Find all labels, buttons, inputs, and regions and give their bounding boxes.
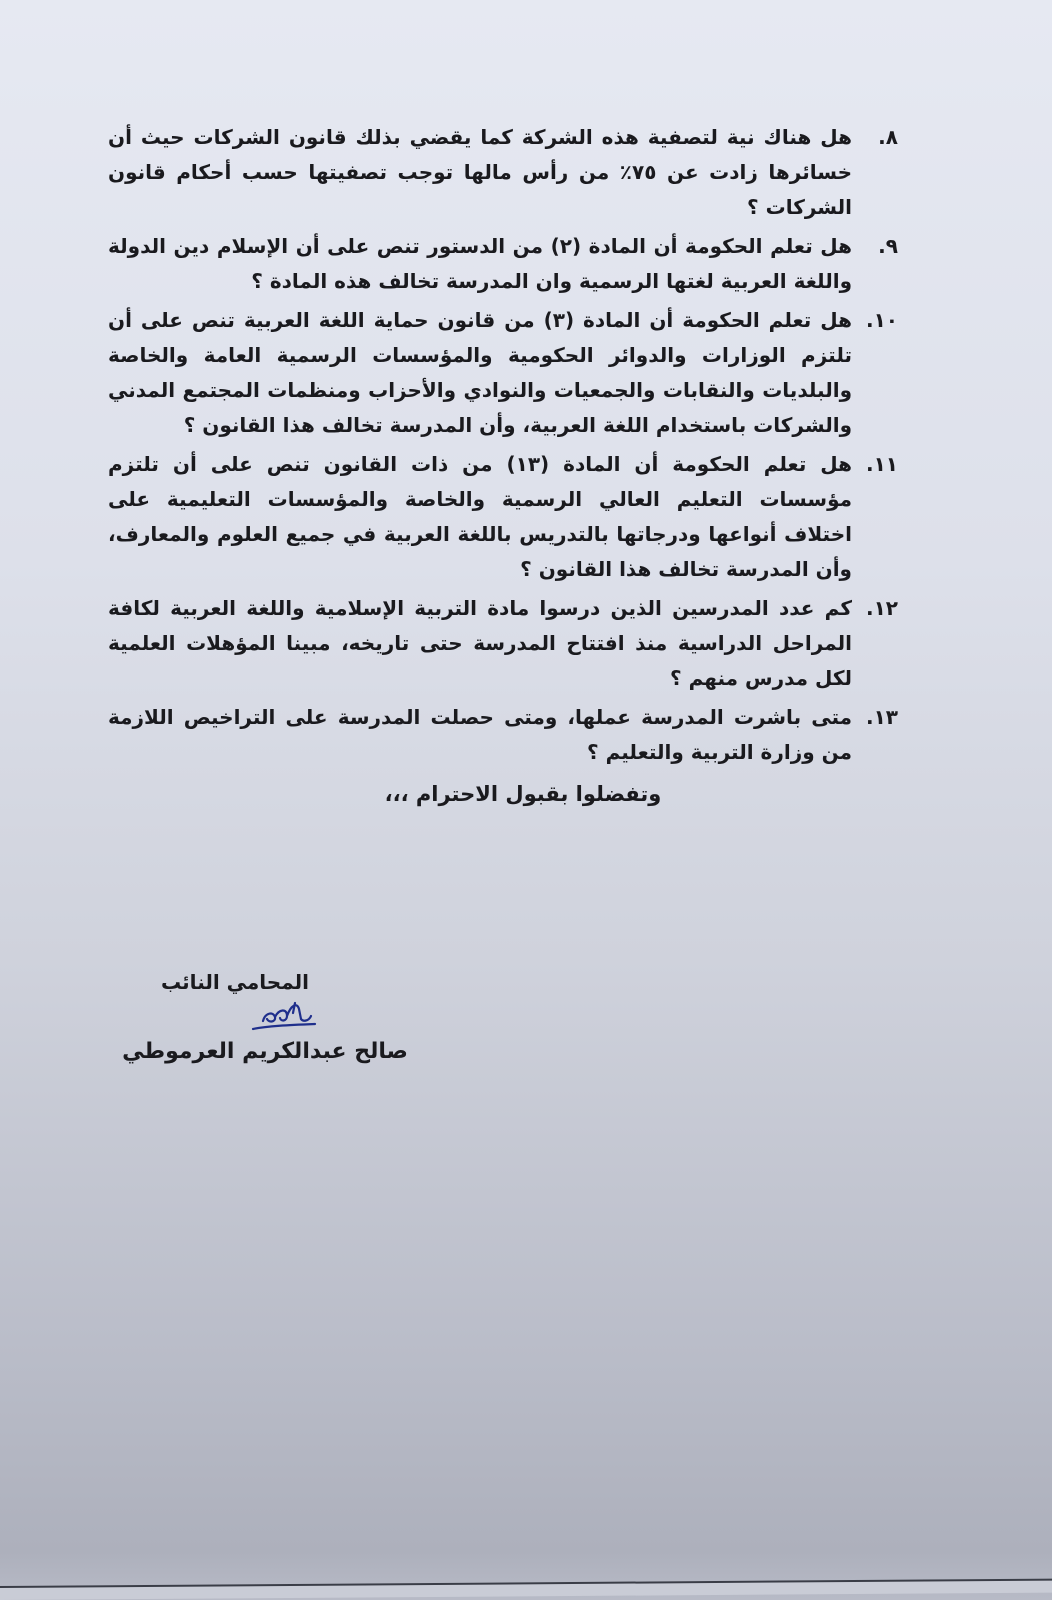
item-text: هل تعلم الحكومة أن المادة (٣) من قانون حماية اللغة العربية تنص على أن تلتزم الوزارات والدوائر الحكومية والمؤسسات الرسمية العامة والخاصة والبلديات والنقابات والجمعيات والنوادي والأحزاب ومنظمات المجتمع المدني والشركات باستخدام اللغة العربية، وأن المدرسة تخالف هذا القانون ؟ bbox=[108, 308, 852, 437]
item-number: ٩. bbox=[878, 234, 898, 258]
item-number: ١١. bbox=[865, 452, 898, 476]
item-text: هل تعلم الحكومة أن المادة (١٣) من ذات القانون تنص على أن تلتزم مؤسسات التعليم العالي الرسمية والخاصة والمؤسسات التعليمية على اختلاف أنواعها ودرجاتها بالتدريس باللغة العربية في جميع العلوم والمعارف، وأن المدرسة تخالف هذا القانون ؟ bbox=[108, 452, 853, 581]
question-item-11 bbox=[108, 447, 898, 587]
item-text: متى باشرت المدرسة عملها، ومتى حصلت المدرسة على التراخيص اللازمة من وزارة التربية والتعليم ؟ bbox=[108, 705, 852, 764]
handwritten-signature-icon bbox=[110, 999, 420, 1035]
question-item-12 bbox=[108, 591, 898, 696]
item-text: كم عدد المدرسين الذين درسوا مادة التربية الإسلامية واللغة العربية لكافة المراحل الدراسية منذ افتتاح المدرسة حتى تاريخه، مبينا المؤهلات العلمية لكل مدرس منهم ؟ bbox=[108, 596, 852, 690]
item-number: ١٢. bbox=[865, 596, 898, 620]
paper-bottom-edge bbox=[0, 1579, 1052, 1600]
item-text: هل هناك نية لتصفية هذه الشركة كما يقضي بذلك قانون الشركات حيث أن خسائرها زادت عن ٧٥٪ من رأس مالها توجب تصفيتها حسب أحكام قانون الشركات ؟ bbox=[108, 125, 853, 219]
item-number: ١٠. bbox=[865, 308, 898, 332]
letter-body bbox=[108, 120, 898, 812]
question-item-8 bbox=[108, 120, 898, 225]
item-text: هل تعلم الحكومة أن المادة (٢) من الدستور تنص على أن الإسلام دين الدولة واللغة العربية لغتها الرسمية وان المدرسة تخالف هذه المادة ؟ bbox=[108, 234, 852, 293]
closing-salutation: وتفضلوا بقبول الاحترام ،،، bbox=[384, 782, 662, 806]
question-item-10 bbox=[108, 303, 898, 443]
item-number: ٨. bbox=[878, 125, 898, 149]
signatory-name: صالح عبدالكريم العرموطي bbox=[122, 1039, 408, 1064]
item-number: ١٣. bbox=[865, 705, 898, 729]
signatory-title: المحامي النائب bbox=[161, 970, 309, 994]
signature-block bbox=[110, 965, 420, 1069]
question-item-9 bbox=[108, 229, 898, 299]
question-item-13 bbox=[108, 700, 898, 770]
